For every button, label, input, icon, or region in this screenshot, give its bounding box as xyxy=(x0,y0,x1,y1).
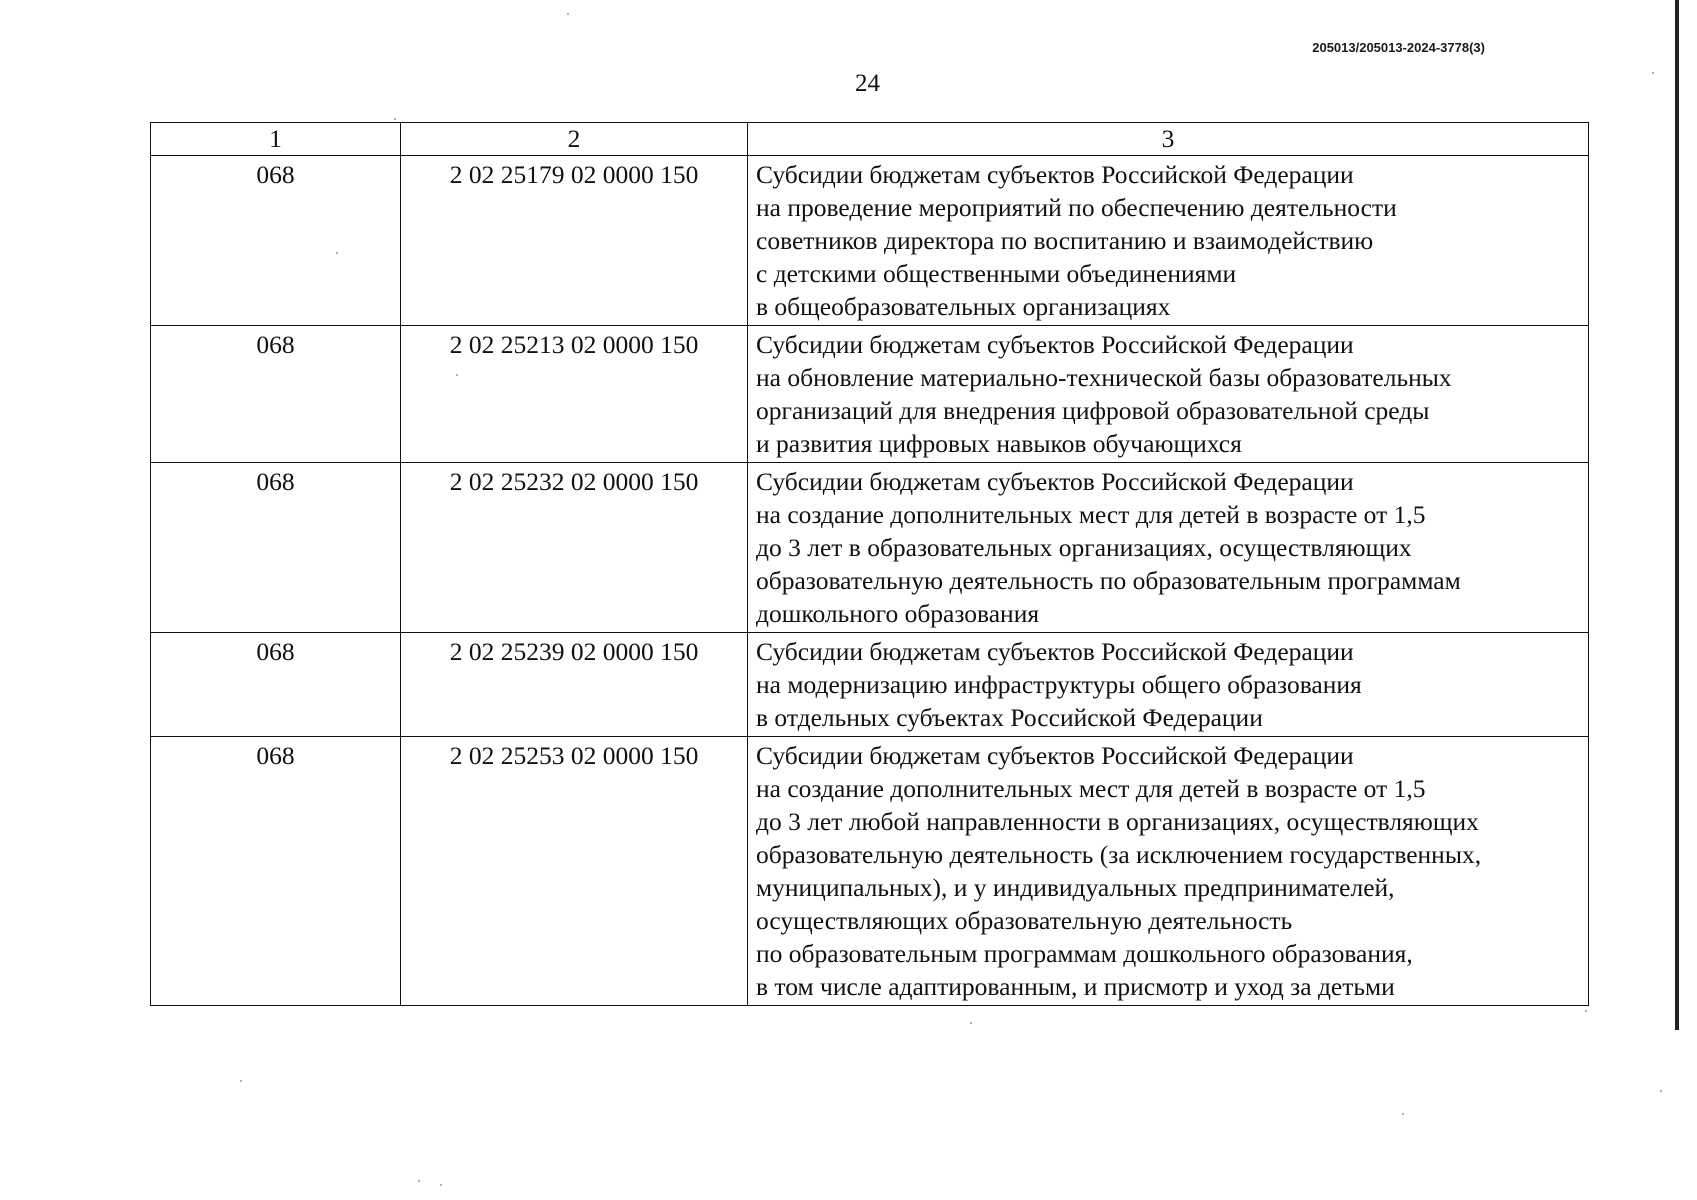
description-line: Субсидии бюджетам субъектов Российской Федерации xyxy=(756,467,1354,496)
row-description xyxy=(748,633,1589,737)
table-row xyxy=(151,156,1589,326)
column-header-3: 3 xyxy=(748,123,1589,156)
table-row xyxy=(151,737,1589,1006)
table-row xyxy=(151,633,1589,737)
page-number: 24 xyxy=(855,70,880,97)
scan-edge-line xyxy=(1675,0,1679,1030)
description-line: Субсидии бюджетам субъектов Российской Федерации xyxy=(756,741,1354,770)
document-registration-number: 205013/205013-2024-3778(3) xyxy=(1312,40,1485,55)
description-line: в отдельных субъектах Российской Федерации xyxy=(756,703,1263,732)
description-line: образовательную деятельность (за исключением государственных, xyxy=(756,840,1482,869)
table-body xyxy=(151,156,1589,1006)
column-header-1: 1 xyxy=(151,123,401,156)
description-line: на обновление материально-технической базы образовательных xyxy=(756,363,1452,392)
table-row xyxy=(151,326,1589,463)
description-line: в том числе адаптированным, и присмотр и уход за детьми xyxy=(756,972,1395,1001)
table-row xyxy=(151,463,1589,633)
row-budget-classification-code: 2 02 25232 02 0000 150 xyxy=(401,463,748,633)
description-line: муниципальных), и у индивидуальных предпринимателей, xyxy=(756,873,1395,902)
description-line: Субсидии бюджетам субъектов Российской Федерации xyxy=(756,330,1354,359)
row-budget-classification-code: 2 02 25213 02 0000 150 xyxy=(401,326,748,463)
column-header-2: 2 xyxy=(401,123,748,156)
row-description xyxy=(748,156,1589,326)
description-line: образовательную деятельность по образовательным программам xyxy=(756,566,1461,595)
row-admin-code: 068 xyxy=(151,156,401,326)
row-description xyxy=(748,463,1589,633)
row-description xyxy=(748,326,1589,463)
description-line: до 3 лет в образовательных организациях, осуществляющих xyxy=(756,533,1412,562)
row-admin-code: 068 xyxy=(151,737,401,1006)
description-line: по образовательным программам дошкольного образования, xyxy=(756,939,1413,968)
description-line: Субсидии бюджетам субъектов Российской Федерации xyxy=(756,637,1354,666)
description-line: с детскими общественными объединениями xyxy=(756,259,1237,288)
row-budget-classification-code: 2 02 25179 02 0000 150 xyxy=(401,156,748,326)
row-admin-code: 068 xyxy=(151,463,401,633)
description-line: в общеобразовательных организациях xyxy=(756,292,1171,321)
description-line: Субсидии бюджетам субъектов Российской Федерации xyxy=(756,160,1354,189)
description-line: до 3 лет любой направленности в организациях, осуществляющих xyxy=(756,807,1479,836)
description-line: на создание дополнительных мест для детей в возрасте от 1,5 xyxy=(756,500,1426,529)
description-line: на проведение мероприятий по обеспечению деятельности xyxy=(756,193,1397,222)
description-line: дошкольного образования xyxy=(756,599,1040,628)
row-budget-classification-code: 2 02 25253 02 0000 150 xyxy=(401,737,748,1006)
row-admin-code: 068 xyxy=(151,326,401,463)
row-description xyxy=(748,737,1589,1006)
description-line: организаций для внедрения цифровой образовательной среды xyxy=(756,396,1430,425)
description-line: осуществляющих образовательную деятельность xyxy=(756,906,1293,935)
table-header-row xyxy=(151,123,1589,156)
description-line: советников директора по воспитанию и взаимодействию xyxy=(756,226,1374,255)
description-line: на модернизацию инфраструктуры общего образования xyxy=(756,670,1362,699)
budget-codes-table xyxy=(150,122,1589,1006)
description-line: на создание дополнительных мест для детей в возрасте от 1,5 xyxy=(756,774,1426,803)
row-budget-classification-code: 2 02 25239 02 0000 150 xyxy=(401,633,748,737)
row-admin-code: 068 xyxy=(151,633,401,737)
description-line: и развития цифровых навыков обучающихся xyxy=(756,429,1242,458)
